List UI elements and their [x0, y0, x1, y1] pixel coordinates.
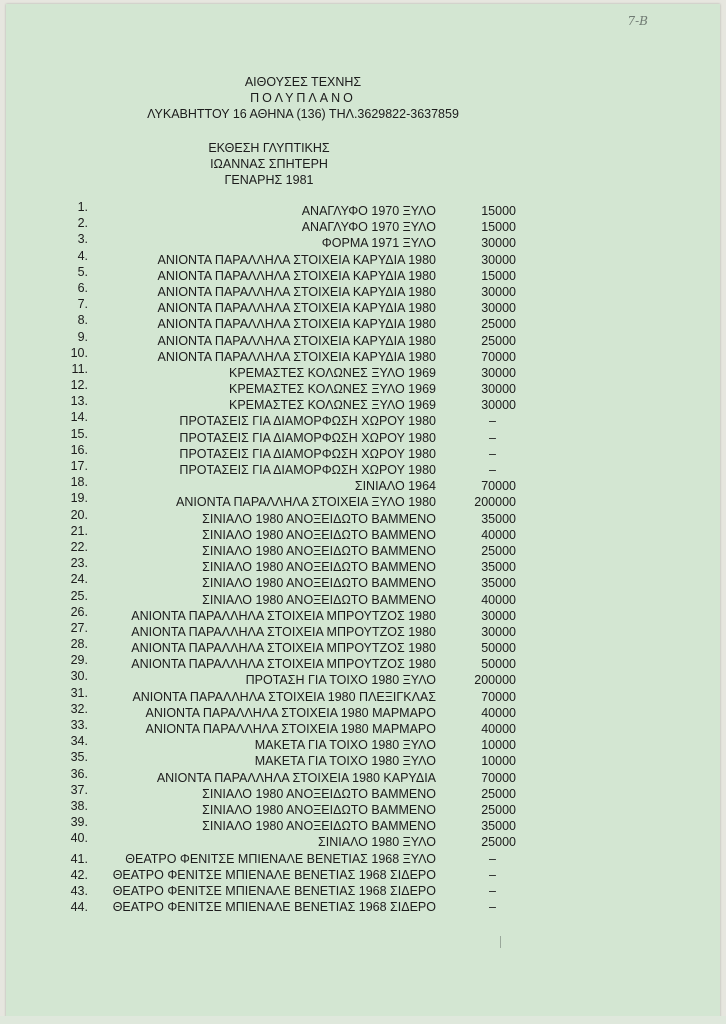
item-price: 40000 — [481, 705, 516, 720]
item-description: ΑΝΙΟΝΤΑ ΠΑΡΑΛΛΗΛΑ ΣΤΟΙΧΕΙΑ ΜΠΡΟΥΤΖΟΣ 1980 — [131, 608, 436, 623]
item-number: 14. — [70, 410, 88, 425]
exhibition-header — [0, 140, 626, 188]
item-price: – — [489, 900, 496, 915]
item-description: ΑΝΙΟΝΤΑ ΠΑΡΑΛΛΗΛΑ ΣΤΟΙΧΕΙΑ ΚΑΡΥΔΙΑ 1980 — [157, 284, 436, 299]
exhibition-title: ΕΚΘΕΣΗ ΓΛΥΠΤΙΚΗΣ — [208, 141, 330, 155]
item-description: ΑΝΙΟΝΤΑ ΠΑΡΑΛΛΗΛΑ ΣΤΟΙΧΕΙΑ ΚΑΡΥΔΙΑ 1980 — [157, 333, 436, 348]
item-number: 13. — [70, 394, 88, 409]
artwork-list — [46, 200, 516, 916]
item-price: 30000 — [481, 284, 516, 299]
item-number: 10. — [70, 345, 88, 360]
item-description: ΘΕΑΤΡΟ ΦΕΝΙΤΣΕ ΜΠΙΕΝΑΛΕ ΒΕΝΕΤΙΑΣ 1968 ΣΙΔΕΡΟ — [112, 900, 436, 915]
item-price: 30000 — [481, 382, 516, 397]
item-description: ΑΝΙΟΝΤΑ ΠΑΡΑΛΛΗΛΑ ΣΤΟΙΧΕΙΑ ΚΑΡΥΔΙΑ 1980 — [157, 268, 436, 283]
list-item — [46, 588, 516, 609]
item-number: 4. — [77, 248, 88, 263]
list-item — [46, 216, 516, 236]
item-price: 25000 — [481, 786, 516, 801]
list-item — [46, 410, 516, 430]
item-price: 15000 — [481, 268, 516, 283]
item-description: ΣΙΝΙΑΛΟ 1980 ΞΥΛΟ — [318, 835, 436, 850]
list-item — [46, 604, 516, 625]
item-price: 30000 — [481, 624, 516, 639]
item-number: 22. — [70, 539, 88, 554]
gallery-address: ΛΥΚΑΒΗΤΤΟΥ 16 ΑΘΗΝΑ (136) ΤΗΛ.3629822-3637859 — [147, 107, 459, 121]
item-number: 41. — [70, 851, 88, 866]
list-item — [46, 620, 516, 641]
list-item — [46, 852, 516, 868]
item-price: 35000 — [481, 511, 516, 526]
item-number: 9. — [77, 329, 88, 344]
item-number: 39. — [70, 815, 88, 830]
list-item — [46, 653, 516, 673]
list-item — [46, 798, 516, 819]
item-number: 3. — [77, 232, 88, 247]
list-item — [46, 280, 516, 301]
list-item — [46, 868, 516, 884]
item-price: 40000 — [481, 722, 516, 736]
item-number: 37. — [70, 782, 88, 797]
item-number: 16. — [70, 442, 88, 457]
list-item — [46, 685, 516, 706]
item-price: 25000 — [481, 802, 516, 817]
item-number: 1. — [77, 200, 88, 214]
item-number: 33. — [70, 718, 88, 732]
list-item — [46, 718, 516, 738]
item-number: 40. — [70, 831, 88, 846]
item-number: 17. — [70, 459, 88, 473]
item-number: 27. — [70, 620, 88, 635]
item-price: 200000 — [474, 673, 516, 688]
item-number: 25. — [70, 588, 88, 603]
item-number: 26. — [70, 604, 88, 619]
item-number: 12. — [70, 378, 88, 393]
item-description: ΘΕΑΤΡΟ ΦΕΝΙΤΣΕ ΜΠΙΕΝΑΛΕ ΒΕΝΕΤΙΑΣ 1968 ΞΥΛΟ — [125, 851, 436, 866]
exhibition-date: ΓΕΝΑΡΗΣ 1981 — [224, 173, 314, 187]
item-description: ΑΝΙΟΝΤΑ ΠΑΡΑΛΛΗΛΑ ΣΤΟΙΧΕΙΑ ΚΑΡΥΔΙΑ 1980 — [157, 349, 436, 364]
item-description: ΑΝΙΟΝΤΑ ΠΑΡΑΛΛΗΛΑ ΣΤΟΙΧΕΙΑ ΜΠΡΟΥΤΖΟΣ 1980 — [131, 624, 436, 639]
item-description: ΜΑΚΕΤΑ ΓΙΑ ΤΟΙΧΟ 1980 ΞΥΛΟ — [254, 738, 436, 753]
item-description: ΜΑΚΕΤΑ ΓΙΑ ΤΟΙΧΟ 1980 ΞΥΛΟ — [254, 754, 436, 769]
item-price: 70000 — [481, 770, 516, 785]
list-item — [46, 669, 516, 689]
item-description: ΑΝΙΟΝΤΑ ΠΑΡΑΛΛΗΛΑ ΣΤΟΙΧΕΙΑ ΞΥΛΟ 1980 — [176, 495, 436, 510]
list-item — [46, 831, 516, 851]
item-description: ΣΙΝΙΑΛΟ 1980 ΑΝΟΞΕΙΔΩΤΟ ΒΑΜΜΕΝΟ — [202, 543, 436, 558]
list-item — [46, 459, 516, 479]
list-item — [46, 556, 516, 576]
item-description: ΑΝΙΟΝΤΑ ΠΑΡΑΛΛΗΛΑ ΣΤΟΙΧΕΙΑ 1980 ΠΛΕΞΙΓΚΛΑΣ — [132, 689, 436, 704]
item-description: ΚΡΕΜΑΣΤΕΣ ΚΟΛΩΝΕΣ ΞΥΛΟ 1969 — [229, 382, 436, 397]
list-item — [46, 378, 516, 398]
item-number: 30. — [70, 669, 88, 684]
item-number: 18. — [70, 475, 88, 490]
item-price: 70000 — [481, 479, 516, 494]
list-item — [46, 491, 516, 511]
item-description: ΠΡΟΤΑΣΗ ΓΙΑ ΤΟΙΧΟ 1980 ΞΥΛΟ — [245, 673, 436, 688]
item-description: ΘΕΑΤΡΟ ΦΕΝΙΤΣΕ ΜΠΙΕΝΑΛΕ ΒΕΝΕΤΙΑΣ 1968 ΣΙΔΕΡΟ — [112, 867, 436, 882]
item-price: 30000 — [481, 398, 516, 413]
item-price: 10000 — [481, 754, 516, 769]
list-item — [46, 361, 516, 382]
item-price: – — [489, 430, 496, 445]
item-description: ΑΝΙΟΝΤΑ ΠΑΡΑΛΛΗΛΑ ΣΤΟΙΧΕΙΑ ΜΠΡΟΥΤΖΟΣ 1980 — [131, 641, 436, 656]
gallery-header — [0, 74, 660, 122]
list-item — [46, 248, 516, 269]
artist-name: ΙΩΑΝΝΑΣ ΣΠΗΤΕΡΗ — [210, 157, 328, 171]
item-price: 30000 — [481, 236, 516, 251]
item-description: ΠΡΟΤΑΣΕΙΣ ΓΙΑ ΔΙΑΜΟΡΦΩΣΗ ΧΩΡΟΥ 1980 — [179, 446, 436, 461]
item-price: – — [489, 414, 496, 429]
list-item — [46, 264, 516, 285]
item-number: 29. — [70, 653, 88, 668]
item-price: 35000 — [481, 819, 516, 834]
gallery-name: ΑΙΘΟΥΣΕΣ ΤΕΧΝΗΣ — [244, 75, 362, 89]
list-item — [46, 539, 516, 560]
list-item — [46, 232, 516, 252]
item-number: 11. — [71, 361, 88, 376]
item-description: ΑΝΙΟΝΤΑ ΠΑΡΑΛΛΗΛΑ ΣΤΟΙΧΕΙΑ 1980 ΜΑΡΜΑΡΟ — [145, 705, 436, 720]
item-price: – — [489, 851, 496, 866]
list-item — [46, 329, 516, 350]
gallery-subtitle: ΠΟΛΥΠΛΑΝΟ — [250, 91, 356, 105]
list-item — [46, 442, 516, 463]
item-number: 24. — [70, 572, 88, 587]
item-price: 30000 — [481, 301, 516, 316]
item-description: ΣΙΝΙΑΛΟ 1980 ΑΝΟΞΕΙΔΩΤΟ ΒΑΜΜΕΝΟ — [202, 786, 436, 801]
item-number: 7. — [77, 297, 88, 312]
item-description: ΠΡΟΤΑΣΕΙΣ ΓΙΑ ΔΙΑΜΟΡΦΩΣΗ ΧΩΡΟΥ 1980 — [179, 414, 436, 429]
item-description: ΑΝΙΟΝΤΑ ΠΑΡΑΛΛΗΛΑ ΣΤΟΙΧΕΙΑ ΚΑΡΥΔΙΑ 1980 — [157, 317, 436, 332]
item-number: 32. — [70, 701, 88, 716]
item-number: 35. — [70, 750, 88, 765]
item-description: ΣΙΝΙΑΛΟ 1964 — [354, 479, 436, 494]
price-list-sheet — [6, 4, 720, 1020]
item-price: 15000 — [481, 204, 516, 218]
item-number: 44. — [70, 900, 88, 915]
item-price: 25000 — [481, 543, 516, 558]
item-number: 23. — [70, 556, 88, 571]
item-price: 50000 — [481, 657, 516, 672]
item-price: 10000 — [481, 738, 516, 753]
item-number: 31. — [70, 685, 88, 700]
item-number: 8. — [77, 313, 88, 328]
item-description: ΑΝΙΟΝΤΑ ΠΑΡΑΛΛΗΛΑ ΣΤΟΙΧΕΙΑ ΚΑΡΥΔΙΑ 1980 — [157, 252, 436, 267]
item-description: ΣΙΝΙΑΛΟ 1980 ΑΝΟΞΕΙΔΩΤΟ ΒΑΜΜΕΝΟ — [202, 802, 436, 817]
list-item — [46, 345, 516, 366]
item-number: 2. — [77, 216, 88, 231]
list-item — [46, 750, 516, 770]
list-item — [46, 884, 516, 900]
list-item — [46, 637, 516, 657]
item-price: 30000 — [481, 365, 516, 380]
item-description: ΑΝΙΟΝΤΑ ΠΑΡΑΛΛΗΛΑ ΣΤΟΙΧΕΙΑ ΜΠΡΟΥΤΖΟΣ 1980 — [131, 657, 436, 672]
item-description: ΚΡΕΜΑΣΤΕΣ ΚΟΛΩΝΕΣ ΞΥΛΟ 1969 — [229, 365, 436, 380]
item-description: ΣΙΝΙΑΛΟ 1980 ΑΝΟΞΕΙΔΩΤΟ ΒΑΜΜΕΝΟ — [202, 560, 436, 575]
scan-edge — [0, 1016, 726, 1024]
item-description: ΣΙΝΙΑΛΟ 1980 ΑΝΟΞΕΙΔΩΤΟ ΒΑΜΜΕΝΟ — [202, 511, 436, 526]
paper-mark — [500, 936, 501, 948]
item-number: 36. — [70, 766, 88, 781]
item-price: 70000 — [481, 689, 516, 704]
list-item — [46, 394, 516, 414]
list-item — [46, 782, 516, 803]
item-number: 34. — [70, 734, 88, 749]
item-number: 43. — [70, 883, 88, 898]
list-item — [46, 701, 516, 722]
item-price: 70000 — [481, 349, 516, 364]
item-description: ΣΙΝΙΑΛΟ 1980 ΑΝΟΞΕΙΔΩΤΟ ΒΑΜΜΕΝΟ — [202, 576, 436, 591]
item-description: ΠΡΟΤΑΣΕΙΣ ΓΙΑ ΔΙΑΜΟΡΦΩΣΗ ΧΩΡΟΥ 1980 — [179, 463, 436, 477]
item-price: – — [489, 883, 496, 898]
item-price: 50000 — [481, 641, 516, 656]
item-number: 15. — [70, 426, 88, 441]
item-number: 6. — [77, 280, 88, 295]
item-number: 20. — [70, 507, 88, 522]
list-item — [46, 523, 516, 544]
item-number: 5. — [77, 264, 88, 279]
item-description: ΣΙΝΙΑΛΟ 1980 ΑΝΟΞΕΙΔΩΤΟ ΒΑΜΜΕΝΟ — [202, 592, 436, 607]
item-price: 35000 — [481, 560, 516, 575]
item-description: ΑΝΙΟΝΤΑ ΠΑΡΑΛΛΗΛΑ ΣΤΟΙΧΕΙΑ 1980 ΚΑΡΥΔΙΑ — [156, 770, 436, 785]
item-price: 25000 — [481, 317, 516, 332]
list-item — [46, 815, 516, 835]
item-price: – — [489, 463, 496, 477]
item-number: 42. — [70, 867, 88, 882]
list-item — [46, 297, 516, 317]
list-item — [46, 507, 516, 528]
item-price: 30000 — [481, 608, 516, 623]
item-description: ΣΙΝΙΑΛΟ 1980 ΑΝΟΞΕΙΔΩΤΟ ΒΑΜΜΕΝΟ — [202, 527, 436, 542]
item-description: ΦΟΡΜΑ 1971 ΞΥΛΟ — [321, 236, 436, 251]
item-price: 40000 — [481, 592, 516, 607]
item-price: 40000 — [481, 527, 516, 542]
item-number: 21. — [70, 523, 88, 538]
item-price: 25000 — [481, 835, 516, 850]
item-description: ΑΝΑΓΛΥΦΟ 1970 ΞΥΛΟ — [301, 204, 436, 218]
item-description: ΑΝΑΓΛΥΦΟ 1970 ΞΥΛΟ — [301, 220, 436, 235]
list-item — [46, 900, 516, 916]
item-description: ΣΙΝΙΑΛΟ 1980 ΑΝΟΞΕΙΔΩΤΟ ΒΑΜΜΕΝΟ — [202, 819, 436, 834]
item-price: 30000 — [481, 252, 516, 267]
item-price: 15000 — [481, 220, 516, 235]
item-number: 28. — [70, 637, 88, 652]
item-number: 38. — [70, 798, 88, 813]
list-item — [46, 475, 516, 495]
item-description: ΚΡΕΜΑΣΤΕΣ ΚΟΛΩΝΕΣ ΞΥΛΟ 1969 — [229, 398, 436, 413]
item-description: ΘΕΑΤΡΟ ΦΕΝΙΤΣΕ ΜΠΙΕΝΑΛΕ ΒΕΝΕΤΙΑΣ 1968 ΣΙΔΕΡΟ — [112, 883, 436, 898]
item-price: – — [489, 446, 496, 461]
item-description: ΑΝΙΟΝΤΑ ΠΑΡΑΛΛΗΛΑ ΣΤΟΙΧΕΙΑ 1980 ΜΑΡΜΑΡΟ — [145, 722, 436, 736]
list-item — [46, 734, 516, 754]
item-description: ΠΡΟΤΑΣΕΙΣ ΓΙΑ ΔΙΑΜΟΡΦΩΣΗ ΧΩΡΟΥ 1980 — [179, 430, 436, 445]
list-item — [46, 572, 516, 592]
item-description: ΑΝΙΟΝΤΑ ΠΑΡΑΛΛΗΛΑ ΣΤΟΙΧΕΙΑ ΚΑΡΥΔΙΑ 1980 — [157, 301, 436, 316]
item-number: 19. — [70, 491, 88, 506]
item-price: 35000 — [481, 576, 516, 591]
item-price: – — [489, 867, 496, 882]
item-price: 25000 — [481, 333, 516, 348]
list-item — [46, 200, 516, 220]
handwritten-page-note: 7-B — [627, 14, 648, 28]
list-item — [46, 313, 516, 333]
item-price: 200000 — [474, 495, 516, 510]
list-item — [46, 766, 516, 787]
list-item — [46, 426, 516, 447]
